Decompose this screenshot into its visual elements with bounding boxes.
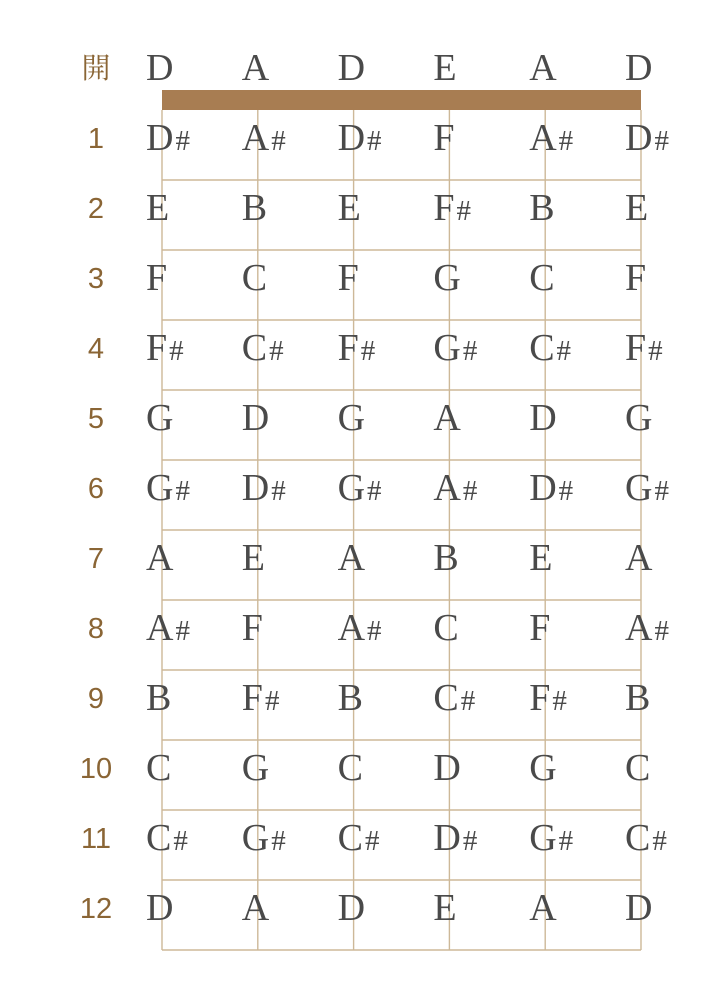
note-label: C# — [146, 817, 188, 859]
note-label: G — [433, 257, 461, 299]
note-label: B — [146, 677, 172, 719]
note-label: D# — [241, 467, 286, 509]
note-label: C — [625, 747, 651, 789]
note-label: A# — [241, 117, 286, 159]
note-label: C — [433, 607, 459, 649]
note-label: C — [337, 747, 363, 789]
note-label: D — [433, 747, 461, 789]
note-label: F# — [146, 327, 184, 369]
note-label: F# — [625, 327, 663, 369]
note-label: A — [146, 537, 174, 579]
note-label: A# — [625, 607, 669, 649]
nut-bar — [162, 90, 641, 110]
note-label: C# — [529, 327, 572, 369]
note-label: E — [433, 47, 457, 89]
note-label: G# — [241, 817, 286, 859]
note-label: G# — [433, 327, 478, 369]
note-label: F — [529, 607, 551, 649]
note-label: E — [241, 537, 266, 579]
note-label: D — [625, 887, 653, 929]
fret-number-label: 7 — [87, 543, 105, 575]
note-label: C# — [433, 677, 476, 719]
note-label: C# — [241, 327, 284, 369]
fret-number-label: 12 — [79, 893, 113, 925]
note-label: E — [433, 887, 457, 929]
note-label: F — [337, 257, 359, 299]
note-label: G — [337, 397, 366, 439]
note-label: G# — [625, 467, 669, 509]
note-label: B — [625, 677, 651, 719]
note-label: F — [146, 257, 168, 299]
note-label: G# — [146, 467, 190, 509]
note-label: C — [241, 257, 268, 299]
fret-number-label: 6 — [87, 473, 105, 505]
note-label: A — [625, 537, 653, 579]
fret-number-label: 3 — [87, 263, 105, 295]
note-label: F — [625, 257, 647, 299]
note-label: E — [337, 187, 361, 229]
note-label: C — [146, 747, 172, 789]
fret-number-label: 8 — [87, 613, 105, 645]
note-label: D# — [529, 467, 574, 509]
note-label: G — [529, 747, 557, 789]
note-label: A — [241, 887, 270, 929]
note-label: D — [146, 887, 174, 929]
fret-number-label: 10 — [79, 753, 113, 785]
note-label: D — [337, 887, 366, 929]
note-label: A — [433, 397, 461, 439]
fret-number-label: 11 — [80, 823, 112, 855]
note-label: E — [146, 187, 170, 229]
note-label: G — [241, 747, 270, 789]
note-label: D# — [433, 817, 478, 859]
note-label: F# — [337, 327, 376, 369]
note-label: F# — [529, 677, 567, 719]
note-label: E — [529, 537, 553, 579]
note-label: G — [146, 397, 174, 439]
note-label: F — [241, 607, 263, 649]
note-label: D — [146, 47, 174, 89]
note-label: G# — [337, 467, 382, 509]
fret-number-label: 9 — [87, 683, 105, 715]
note-label: A# — [433, 467, 478, 509]
note-label: B — [241, 187, 268, 229]
note-label: A — [241, 47, 270, 89]
note-label: D — [241, 397, 270, 439]
note-label: A# — [337, 607, 382, 649]
note-label: F# — [433, 187, 472, 229]
note-label: G# — [529, 817, 574, 859]
note-label: A — [529, 47, 557, 89]
note-label: E — [625, 187, 649, 229]
fret-number-label: 5 — [87, 403, 105, 435]
note-label: D — [337, 47, 366, 89]
note-label: C# — [625, 817, 667, 859]
fret-number-label: 2 — [87, 193, 105, 225]
note-label: D — [529, 397, 557, 439]
fret-number-label: 1 — [87, 123, 105, 155]
note-label: B — [337, 677, 363, 719]
fret-number-label: 開 — [81, 53, 111, 85]
note-label: C# — [337, 817, 380, 859]
note-label: A — [529, 887, 557, 929]
note-label: A — [337, 537, 366, 579]
note-label: D# — [146, 117, 190, 159]
note-label: F — [433, 117, 455, 159]
note-label: D# — [337, 117, 382, 159]
note-label: D — [625, 47, 653, 89]
note-label: B — [433, 537, 459, 579]
note-label: F# — [241, 677, 280, 719]
note-label: B — [529, 187, 555, 229]
note-label: A# — [529, 117, 574, 159]
note-label: D# — [625, 117, 669, 159]
note-label: C — [529, 257, 555, 299]
note-label: G — [625, 397, 653, 439]
note-label: A# — [146, 607, 190, 649]
fret-number-label: 4 — [87, 333, 105, 365]
